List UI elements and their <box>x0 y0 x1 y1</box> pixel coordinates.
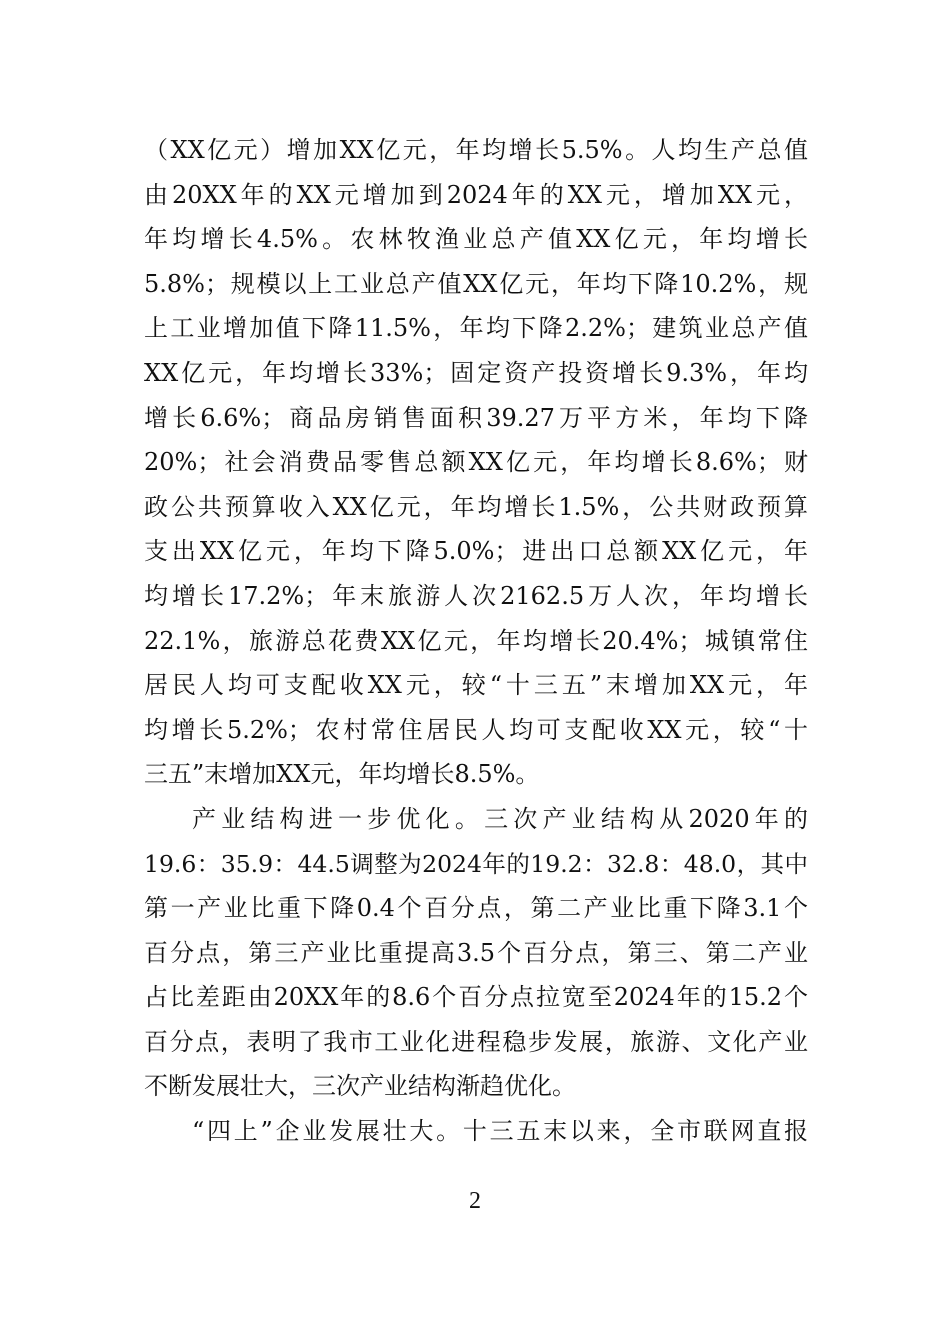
text-line: 政公共预算收入XX亿元，年均增长1.5%，公共财政预算 <box>144 492 808 521</box>
text-line: 占比差距由20XX年的8.6个百分点拉宽至2024年的15.2个 <box>144 983 808 1012</box>
text-line: 19.6：35.9：44.5调整为2024年的19.2：32.8：48.0，其中 <box>144 849 808 878</box>
text-line: 增长6.6%；商品房销售面积39.27万平方米，年均下降 <box>144 403 808 432</box>
text-line: 不断发展壮大，三次产业结构渐趋优化。 <box>144 1072 576 1101</box>
text-line: 22.1%，旅游总花费XX亿元，年均增长20.4%；城镇常住 <box>144 626 808 655</box>
text-line: 百分点，表明了我市工业化进程稳步发展，旅游、文化产业 <box>144 1027 808 1056</box>
paragraph-enterprises <box>144 1109 808 1154</box>
text-line: 上工业增加值下降11.5%，年均下降2.2%；建筑业总产值 <box>144 314 808 343</box>
text-line: 三五”末增加XX元，年均增长8.5%。 <box>144 760 540 789</box>
text-line: 均增长17.2%；年末旅游人次2162.5万人次，年均增长 <box>144 581 808 610</box>
text-line: 20%；社会消费品零售总额XX亿元，年均增长8.6%；财 <box>144 448 808 477</box>
page-number: 2 <box>469 1188 481 1214</box>
body-text <box>144 128 808 1154</box>
text-line: 均增长5.2%；农村常住居民人均可支配收XX元，较“十 <box>144 715 808 744</box>
text-line: 第一产业比重下降0.4个百分点，第二产业比重下降3.1个 <box>144 894 808 923</box>
text-line: 5.8%；规模以上工业总产值XX亿元，年均下降10.2%，规 <box>144 269 808 298</box>
text-line: 由20XX年的XX元增加到2024年的XX元，增加XX元， <box>144 180 808 209</box>
paragraph-industrial-structure <box>144 797 808 1109</box>
paragraph-economic-indicators <box>144 128 808 797</box>
text-line: “四上”企业发展壮大。十三五末以来，全市联网直报 <box>192 1117 808 1146</box>
text-line: 支出XX亿元，年均下降5.0%；进出口总额XX亿元，年 <box>144 537 808 566</box>
text-line: 产业结构进一步优化。三次产业结构从2020年的 <box>192 804 808 833</box>
text-line: XX亿元，年均增长33%；固定资产投资增长9.3%，年均 <box>144 358 808 387</box>
text-line: 百分点，第三产业比重提高3.5个百分点，第三、第二产业 <box>144 938 808 967</box>
text-line: 年均增长4.5%。农林牧渔业总产值XX亿元，年均增长 <box>144 225 808 254</box>
text-line: 居民人均可支配收XX元，较“十三五”末增加XX元，年 <box>144 671 808 700</box>
text-line: （XX亿元）增加XX亿元，年均增长5.5%。人均生产总值 <box>144 136 808 164</box>
